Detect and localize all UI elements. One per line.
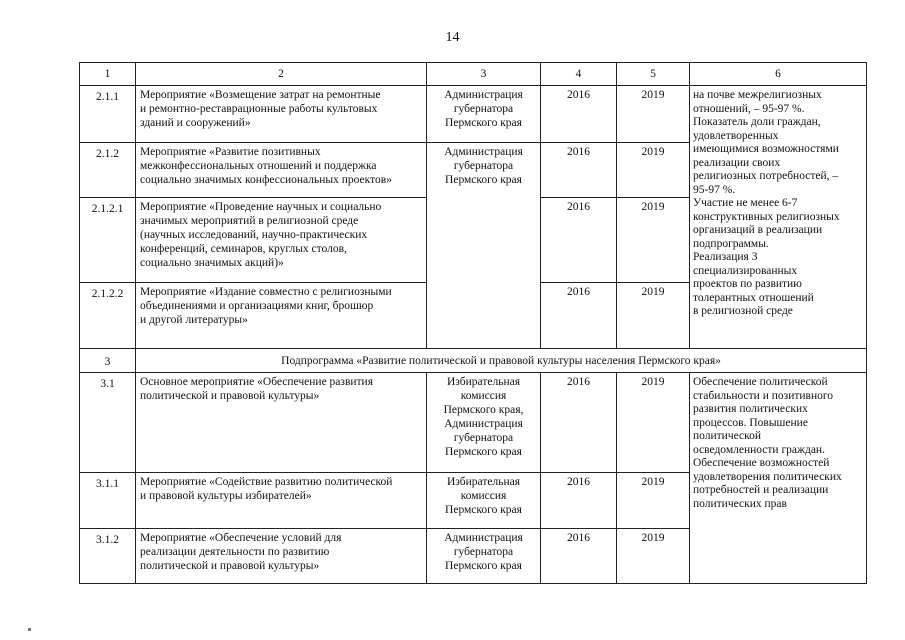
- row-executor: Администрация губернатора Пермского края: [427, 529, 541, 584]
- row-code: 3.1.1: [80, 473, 136, 529]
- row-end-year: 2019: [617, 198, 690, 283]
- row-activity: Мероприятие «Обеспечение условий для реализации деятельности по развитию политической и правовой культуры»: [136, 529, 427, 584]
- row-activity: Мероприятие «Содействие развитию политической и правовой культуры избирателей»: [136, 473, 427, 529]
- header-col-1: 1: [80, 63, 136, 86]
- row-end-year: 2019: [617, 283, 690, 349]
- row-end-year: 2019: [617, 529, 690, 584]
- row-code: 2.1.2: [80, 143, 136, 198]
- header-col-3: 3: [427, 63, 541, 86]
- section-title: Подпрограмма «Развитие политической и правовой культуры населения Пермского края»: [136, 349, 867, 373]
- row-executor: Администрация губернатора Пермского края: [427, 143, 541, 349]
- program-table: [79, 62, 867, 584]
- row-start-year: 2016: [541, 283, 617, 349]
- section-code: 3: [80, 349, 136, 373]
- row-activity: Мероприятие «Развитие позитивных межконфессиональных отношений и поддержка социально значимых конфессиональных проектов»: [136, 143, 427, 198]
- row-code: 3.1.2: [80, 529, 136, 584]
- row-start-year: 2016: [541, 473, 617, 529]
- row-activity: Основное мероприятие «Обеспечение развития политической и правовой культуры»: [136, 373, 427, 473]
- row-start-year: 2016: [541, 86, 617, 143]
- row-start-year: 2016: [541, 198, 617, 283]
- header-col-4: 4: [541, 63, 617, 86]
- header-col-6: 6: [690, 63, 867, 86]
- row-executor: Администрация губернатора Пермского края: [427, 86, 541, 143]
- result-section-3: Обеспечение политической стабильности и позитивного развития политических процессов. Повышение политической осведомленности граждан. Обеспечение возможностей удовлетворения политических потребностей и реализации политических прав: [690, 373, 867, 584]
- row-activity: Мероприятие «Возмещение затрат на ремонтные и ремонтно-реставрационные работы культовых зданий и сооружений»: [136, 86, 427, 143]
- header-row: [80, 63, 867, 86]
- row-code: 2.1.1: [80, 86, 136, 143]
- section-row: [80, 349, 867, 373]
- header-col-2: 2: [136, 63, 427, 86]
- row-code: 2.1.2.2: [80, 283, 136, 349]
- row-start-year: 2016: [541, 373, 617, 473]
- row-end-year: 2019: [617, 86, 690, 143]
- result-section-2: на почве межрелигиозных отношений, – 95-97 %. Показатель доли граждан, удовлетворенных имеющимися возможностями реализации своих религиозных потребностей, – 95-97 %. Участие не менее 6-7 конструктивных религиозных организаций в реализации подпрограммы. Реализация 3 специализированных проектов по развитию толерантных отношений в религиозной среде: [690, 86, 867, 349]
- row-end-year: 2019: [617, 473, 690, 529]
- row-end-year: 2019: [617, 373, 690, 473]
- page-number: 14: [445, 30, 460, 45]
- row-executor: Избирательная комиссия Пермского края, Администрация губернатора Пермского края: [427, 373, 541, 473]
- table-row: [80, 373, 867, 473]
- scan-speck: [28, 628, 31, 631]
- row-code: 2.1.2.1: [80, 198, 136, 283]
- row-activity: Мероприятие «Издание совместно с религиозными объединениями и организациями книг, брошюр и другой литературы»: [136, 283, 427, 349]
- row-code: 3.1: [80, 373, 136, 473]
- table-row: [80, 86, 867, 143]
- row-start-year: 2016: [541, 529, 617, 584]
- row-end-year: 2019: [617, 143, 690, 198]
- row-executor: Избирательная комиссия Пермского края: [427, 473, 541, 529]
- header-col-5: 5: [617, 63, 690, 86]
- row-activity: Мероприятие «Проведение научных и социально значимых мероприятий в религиозной среде (научных исследований, научно-практических конференций, семинаров, круглых столов, социально значимых акций)»: [136, 198, 427, 283]
- row-start-year: 2016: [541, 143, 617, 198]
